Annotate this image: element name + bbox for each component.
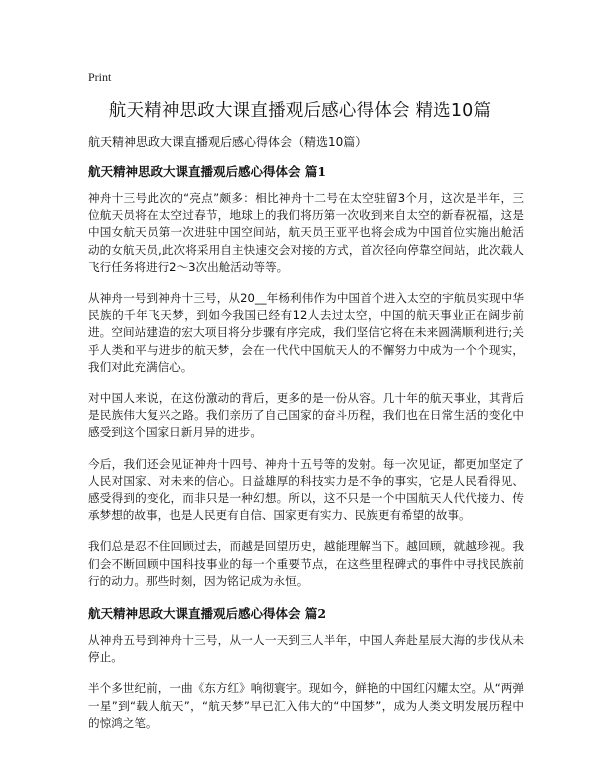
section-heading: 航天精神思政大课直播观后感心得体会 篇2 bbox=[88, 606, 327, 622]
paragraph: 神舟十三号此次的“亮点”颇多：相比神舟十二号在太空驻留3个月，这次是半年，三位航天员将在太空过春节，地球上的我们将历第一次收到来自太空的新春祝福，这是中国女航天员第一次进驻中国空间站，航天员王亚平也将会成为中国首位实施出舱活动的女航天员,此次将采用自主快速交会对接的方式，首次径向停靠空间站，此次载人飞行任务将进行2～3次出舱活动等等。 bbox=[88, 191, 524, 274]
paragraph: 我们总是忍不住回顾过去，而越是回望历史，越能理解当下。越回顾，就越珍视。我们会不断回顾中国科技事业的每一个重要节点，在这些里程碑式的事件中寻找民族前行的动力。那些时刻，因为铭记成为永恒。 bbox=[88, 539, 524, 588]
paragraph: 半个多世纪前，一曲《东方红》响彻寰宇。现如今，鲜艳的中国红闪耀太空。从“两弹一星”到“载人航天”，“航天梦”早已汇入伟大的“中国梦”，成为人类文明发展历程中的惊鸿之笔。 bbox=[88, 681, 524, 730]
section-1 bbox=[88, 162, 524, 590]
paragraph: 今后，我们还会见证神舟十四号、神舟十五号等的发射。每一次见证，都更加坚定了人民对国家、对未来的信心。日益雄厚的科技实力是不争的事实，它是人民看得见、感受得到的变化，而非只是一种幻想。所以，这不只是一个中国航天人代代接力、传承梦想的故事，也是人民更有自信、国家更有实力、民族更有希望的故事。 bbox=[88, 456, 524, 523]
document-subtitle: 航天精神思政大课直播观后感心得体会（精选10篇） bbox=[88, 135, 368, 149]
paragraph: 对中国人来说，在这份激动的背后，更多的是一份从容。几十年的航天事业，其背后是民族伟大复兴之路。我们亲历了自己国家的奋斗历程，我们也在日常生活的变化中感受到这个国家日新月异的进步。 bbox=[88, 391, 524, 440]
section-heading: 航天精神思政大课直播观后感心得体会 篇1 bbox=[88, 164, 327, 179]
print-link[interactable]: Print bbox=[88, 70, 112, 84]
paragraph: 从神舟一号到神舟十三号，从20__年杨利伟作为中国首个进入太空的宇航员实现中华民族的千年飞天梦，到如今我国已经有12人去过太空，中国的航天事业正在阔步前进。空间站建造的宏大项目将分步骤有序完成，我们坚信它将在未来圆满顺利进行;关乎人类和平与进步的航天梦，会在一代代中国航天人的不懈努力中成为一个个现实，我们对此充满信心。 bbox=[88, 291, 524, 374]
paragraph: 从神舟五号到神舟十三号，从一人一天到三人半年，中国人奔赴星辰大海的步伐从未停止。 bbox=[88, 633, 524, 665]
document-title: 航天精神思政大课直播观后感心得体会 精选10篇 bbox=[108, 101, 492, 121]
section-2 bbox=[88, 604, 524, 732]
article-body bbox=[88, 156, 524, 746]
